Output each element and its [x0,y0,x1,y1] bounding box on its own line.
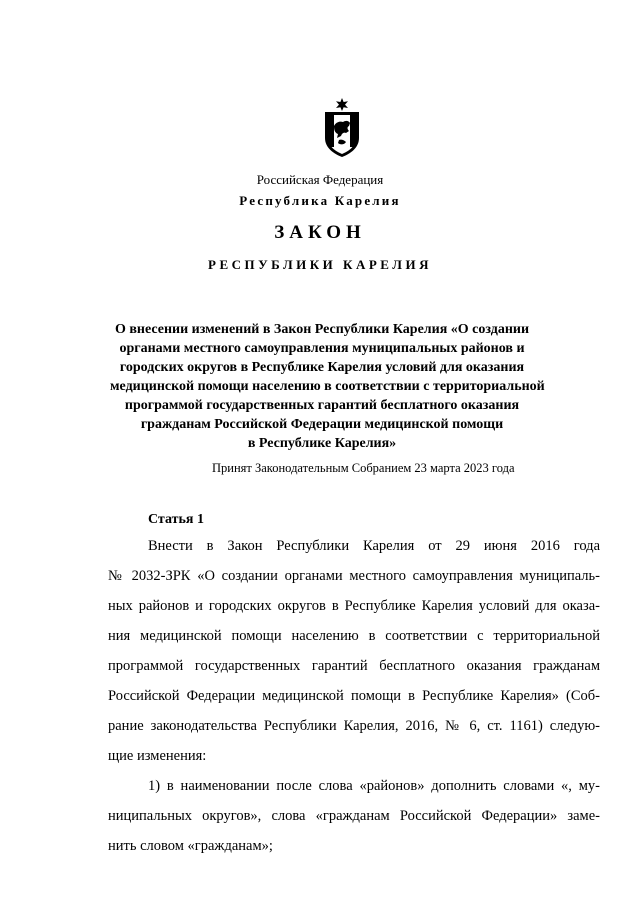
law-title-line: О внесении изменений в Закон Республики Карелия «О создании [114,322,530,337]
law-title-line: в Республике Карелия» [247,436,397,451]
adoption-note: Принят Законодательным Собранием 23 марта 2023 года [212,461,515,475]
law-title-line: городских округов в Республике Карелия условий для оказания [119,360,525,375]
paragraph-line: ных районов и городских округов в Республике Карелия условий для оказа- [108,598,600,614]
republic-name: Республика Карелия [239,193,401,208]
paragraph-line: № 2032-ЗРК «О создании органами местного самоуправления муниципаль- [108,568,600,584]
paragraph-line: щие изменения: [108,748,207,764]
doc-type-subtitle: РЕСПУБЛИКИ КАРЕЛИЯ [208,257,432,272]
law-title-line: гражданам Российской Федерации медицинской помощи [140,417,504,432]
country-name: Российская Федерация [256,172,384,187]
paragraph-line: программой государственных гарантий бесплатного оказания гражданам [108,658,600,674]
article-heading: Статья 1 [148,512,204,527]
law-title [110,320,545,453]
law-title-line: органами местного самоуправления муниципальных районов и [119,341,525,356]
paragraph-line: 1) в наименовании после слова «районов» дополнить словами «, му- [148,778,600,794]
law-title-line: программой государственных гарантий бесплатного оказания [124,398,520,413]
law-title-line: медицинской помощи населению в соответствии с территориальной [110,379,545,394]
paragraph-line: ния медицинской помощи населению в соответствии с территориальной [108,628,600,644]
paragraph-line: Внести в Закон Республики Карелия от 29 июня 2016 года [148,538,600,554]
paragraph-line: ниципальных округов», слова «гражданам Российской Федерации» заме- [108,808,600,824]
paragraph-line: нить словом «гражданам»; [108,838,273,854]
paragraph-line: рание законодательства Республики Карелия, 2016, № 6, ст. 1161) следую- [108,718,600,734]
paragraph-line: Российской Федерации медицинской помощи в Республике Карелия» (Соб- [108,688,600,704]
karelia-coat-of-arms-icon [322,98,362,158]
article-body [108,531,600,861]
doc-type-title: ЗАКОН [274,222,366,243]
